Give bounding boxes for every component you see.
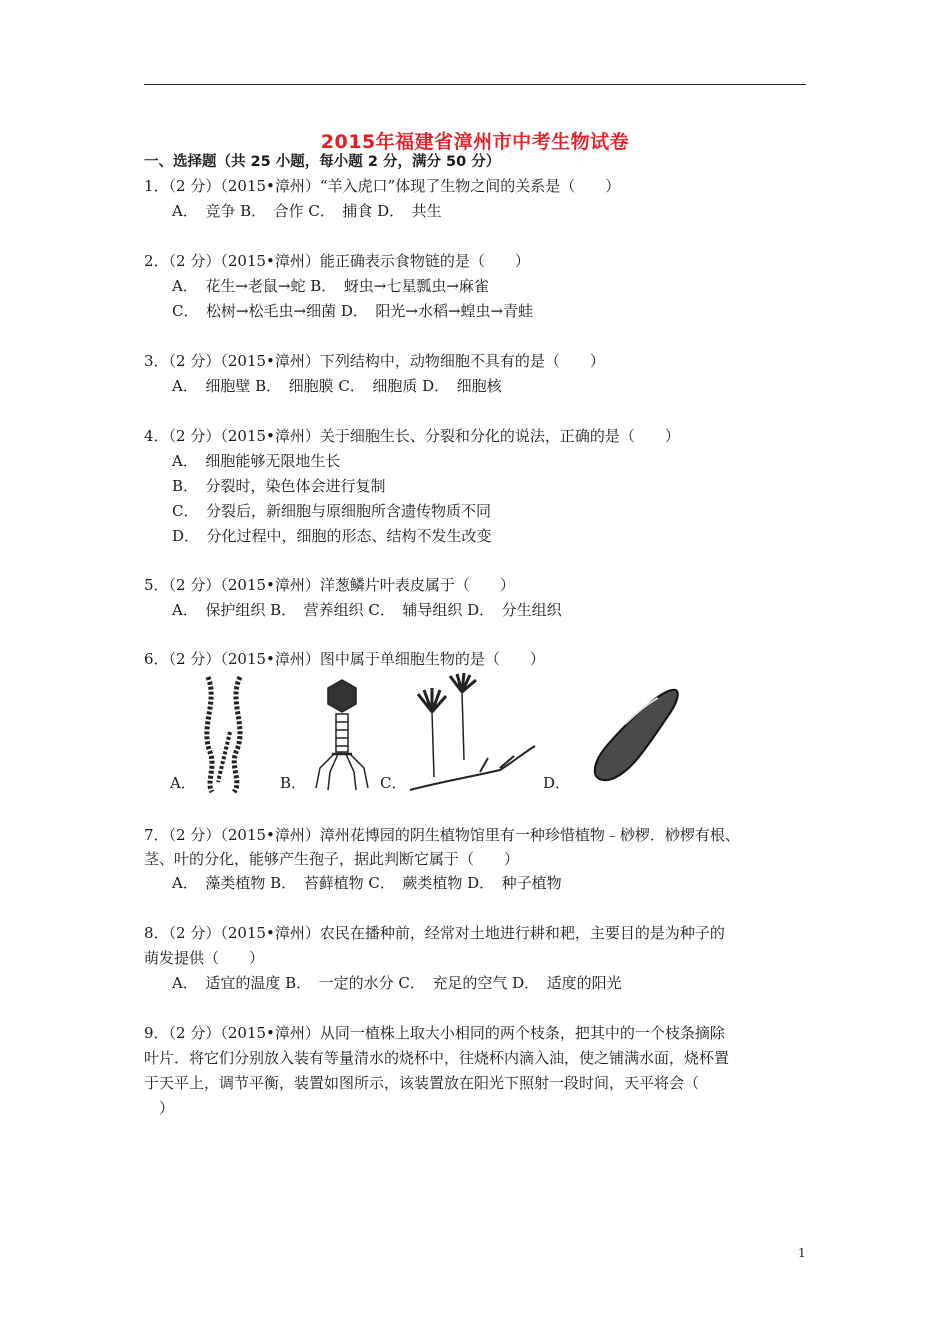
question-8-stem-line-2: 萌发提供（ ） <box>144 949 265 967</box>
figure-b-bacteriophage-image <box>316 680 368 790</box>
figure-label-d: D． <box>543 774 571 792</box>
question-9-stem-line-3: 于天平上，调节平衡，装置如图所示，该装置放在阳光下照射一段时间，天平将会（ <box>144 1074 700 1092</box>
figure-a-strands-image <box>207 677 240 792</box>
question-7-options: A． 藻类植物 B． 苔藓植物 C． 蕨类植物 D． 种子植物 <box>172 874 562 892</box>
header-rule <box>144 84 806 85</box>
question-6-stem: 6．（2 分）（2015•漳州）图中属于单细胞生物的是（ ） <box>144 650 545 668</box>
question-1-options: A． 竞争 B． 合作 C． 捕食 D． 共生 <box>172 202 442 220</box>
question-2-options-ab: A． 花生→老鼠→蛇 B． 蚜虫→七星瓢虫→麻雀 <box>172 277 489 295</box>
section-heading: 一、选择题（共 25 小题，每小题 2 分，满分 50 分） <box>144 154 501 170</box>
question-4-option-b: B． 分裂时，染色体会进行复制 <box>172 477 386 495</box>
question-8-stem-line-1: 8．（2 分）（2015•漳州）农民在播种前，经常对土地进行耕和耙，主要目的是为种子的 <box>144 924 725 942</box>
question-5-stem: 5．（2 分）（2015•漳州）洋葱鳞片叶表皮属于（ ） <box>144 576 515 594</box>
question-6-figures <box>170 672 690 797</box>
question-1-stem: 1．（2 分）（2015•漳州）“羊入虎口”体现了生物之间的关系是（ ） <box>144 177 621 195</box>
figure-label-c: C． <box>380 774 407 792</box>
question-2-stem: 2．（2 分）（2015•漳州）能正确表示食物链的是（ ） <box>144 252 530 270</box>
question-7-stem-line-2: 茎、叶的分化，能够产生孢子，据此判断它属于（ ） <box>144 850 520 868</box>
question-4-option-c: C． 分裂后，新细胞与原细胞所含遗传物质不同 <box>172 502 491 520</box>
question-9-stem-line-2: 叶片．将它们分别放入装有等量清水的烧杯中，往烧杯内滴入油，使之铺满水面，烧杯置 <box>144 1049 730 1067</box>
question-4-option-d: D． 分化过程中，细胞的形态、结构不发生改变 <box>172 527 492 545</box>
question-7-stem-line-1: 7．（2 分）（2015•漳州）漳州花博园的阴生植物馆里有一种珍惜植物﹣桫椤．桫椤有根、 <box>144 826 740 844</box>
question-4-stem: 4．（2 分）（2015•漳州）关于细胞生长、分裂和分化的说法，正确的是（ ） <box>144 427 680 445</box>
question-8-options: A． 适宜的温度 B． 一定的水分 C． 充足的空气 D． 适度的阳光 <box>172 974 622 992</box>
question-3-options: A． 细胞壁 B． 细胞膜 C． 细胞质 D． 细胞核 <box>172 377 502 395</box>
page-number: 1 <box>798 1246 806 1260</box>
question-3-stem: 3．（2 分）（2015•漳州）下列结构中，动物细胞不具有的是（ ） <box>144 352 605 370</box>
question-9-stem-line-1: 9．（2 分）（2015•漳州）从同一植株上取大小相同的两个枝条，把其中的一个枝条摘除 <box>144 1024 725 1042</box>
figure-label-a: A． <box>170 774 196 792</box>
question-5-options: A． 保护组织 B． 营养组织 C． 辅导组织 D． 分生组织 <box>172 601 562 619</box>
question-2-options-cd: C． 松树→松毛虫→细菌 D． 阳光→水稻→蝗虫→青蛙 <box>172 302 534 320</box>
page-title: 2015年福建省漳州市中考生物试卷 <box>320 131 630 153</box>
figure-c-mold-image <box>410 673 535 790</box>
figure-d-paramecium-image <box>595 690 678 780</box>
question-9-stem-line-4: ） <box>144 1099 175 1117</box>
figure-label-b: B． <box>280 774 307 792</box>
question-4-option-a: A． 细胞能够无限地生长 <box>172 452 341 470</box>
